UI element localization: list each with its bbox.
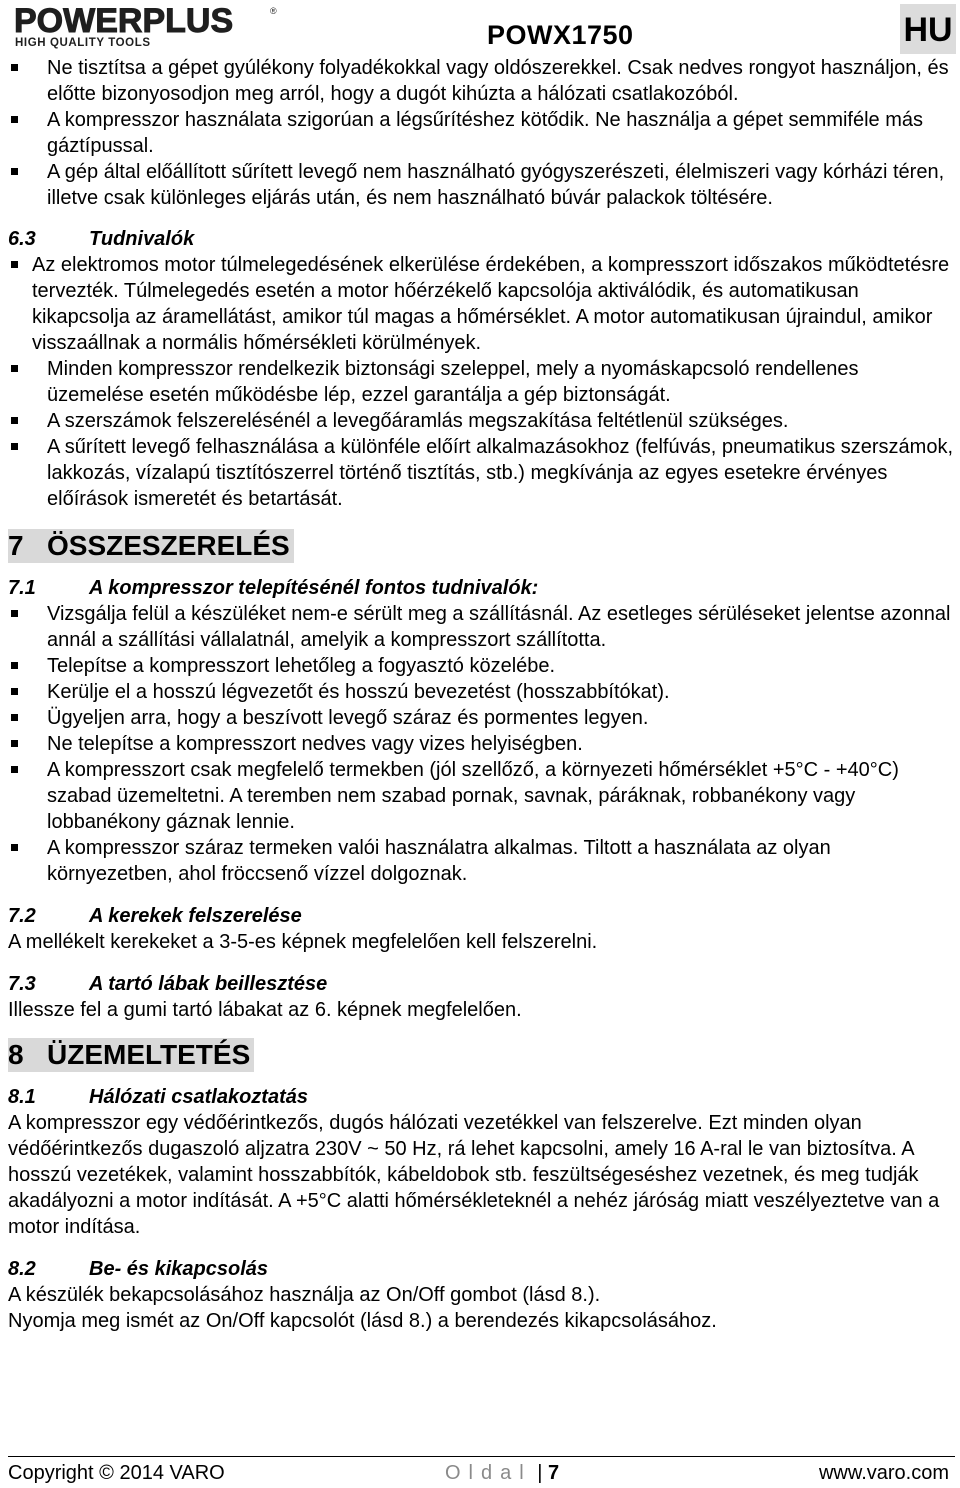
svg-text:®: ® bbox=[270, 6, 277, 16]
powerplus-logo bbox=[12, 2, 282, 50]
chapter-heading-8: 8 ÜZEMELTETÉS bbox=[8, 1038, 953, 1072]
paragraph: A mellékelt kerekeket a 3-5-es képnek megfelelően kell felszerelni. bbox=[8, 931, 598, 953]
brand-tagline: HIGH QUALITY TOOLS bbox=[15, 37, 151, 49]
chapter-heading-7: 7 ÖSSZESZERELÉS bbox=[8, 529, 953, 563]
page-label: Oldal bbox=[445, 1462, 532, 1484]
section-heading-8-1: 8.1 Hálózati csatlakoztatás bbox=[8, 1086, 308, 1108]
notes-list-cont bbox=[8, 356, 953, 512]
list-item: Minden kompresszor rendelkezik biztonsági szeleppel, mely a nyomáskapcsoló rendellenes üzemelése esetén működésbe lép, ezzel garantálja a gép biztonságát. bbox=[8, 356, 953, 408]
paragraph: A kompresszor egy védőérintkezős, dugós hálózati vezetékkel van felszerelve. Ezt minden olyan védőérintkezős dugaszoló aljzatra 230V ~ 50 Hz, rá lehet kapcsolni, amely 16 A-ral le van biztosítva. A hosszú vezetékek, valamint hosszabbítók, kábeldobok stb. feszültségeséshez vezetnek, és meg tudják akadályozni a motor indítását. A +5°C alatti hőmérsékleteknél a nehéz járóság miatt veszélyeztetve van a motor indítása. bbox=[8, 1112, 940, 1238]
page-footer bbox=[8, 1456, 955, 1488]
list-item: Vizsgálja felül a készüléket nem-e sérült meg a szállításnál. Az esetleges sérüléseket jelentse azonnal annál a szállítási vállalatnál, amelyik a kompresszort szállította. bbox=[8, 601, 953, 653]
list-item: A kompresszor száraz termeken valói használatra alkalmas. Tiltott a használata az olyan környezetben, ahol fröccsenő vízzel dolgoznak. bbox=[8, 835, 953, 887]
language-badge: HU bbox=[900, 4, 956, 54]
page-header bbox=[0, 0, 960, 56]
list-item: Ne telepítse a kompresszort nedves vagy vizes helyiségben. bbox=[8, 731, 953, 757]
section-heading-7-2: 7.2 A kerekek felszerelése bbox=[8, 905, 302, 927]
notes-list bbox=[8, 252, 953, 356]
brand-text: POWERPLUS bbox=[14, 2, 234, 40]
page-indicator bbox=[445, 1462, 559, 1485]
page-separator: | bbox=[537, 1462, 543, 1484]
section-heading-8-2: 8.2 Be- és kikapcsolás bbox=[8, 1258, 268, 1280]
section-heading-6-3: 6.3 Tudnivalók bbox=[8, 228, 195, 250]
document-body bbox=[8, 55, 953, 1334]
copyright: Copyright © 2014 VARO bbox=[8, 1462, 225, 1484]
page-number: 7 bbox=[548, 1462, 560, 1484]
installation-list bbox=[8, 601, 953, 887]
list-item: A gép által előállított sűrített levegő nem használható gyógyszerészeti, élelmiszeri vagy kórházi téren, illetve csak különleges eljárás után, és nem használható búvár palackok töltésére. bbox=[8, 159, 953, 211]
safety-list bbox=[8, 55, 953, 211]
website-url: www.varo.com bbox=[818, 1462, 949, 1484]
list-item: Ne tisztítsa a gépet gyúlékony folyadékokkal vagy oldószerekkel. Csak nedves rongyot használjon, és előtte bizonyosodjon meg arról, hogy a dugót kihúzta a hálózati csatlakozóból. bbox=[8, 55, 953, 107]
model-number: POWX1750 bbox=[487, 20, 634, 50]
list-item: Telepítse a kompresszort lehetőleg a fogyasztó közelébe. bbox=[8, 653, 953, 679]
list-item: A szerszámok felszerelésénél a levegőáramlás megszakítása feltétlenül szükséges. bbox=[8, 408, 953, 434]
paragraph: A készülék bekapcsolásához használja az On/Off gombot (lásd 8.). bbox=[8, 1284, 601, 1306]
paragraph: Nyomja meg ismét az On/Off kapcsolót (lásd 8.) a berendezés kikapcsolásához. bbox=[8, 1310, 717, 1332]
list-item: A kompresszort csak megfelelő termekben (jól szellőző, a környezeti hőmérséklet +5°C - +40°C) szabad üzemeltetni. A teremben nem szabad pornak, savnak, páráknak, robbanékony vagy lobbanékony gáznak lennie. bbox=[8, 757, 953, 835]
paragraph: Illessze fel a gumi tartó lábakat az 6. képnek megfelelően. bbox=[8, 999, 522, 1021]
list-item: A sűrített levegő felhasználása a különféle előírt alkalmazásokhoz (felfúvás, pneumatikus szerszámok, lakkozás, vízalapú tisztítószerrel történő tisztítás, stb.) megkívánja az egyes esetekre érvényes előírások ismeretét és betartását. bbox=[8, 434, 953, 512]
section-heading-7-3: 7.3 A tartó lábak beillesztése bbox=[8, 973, 328, 995]
list-item: Ügyeljen arra, hogy a beszívott levegő száraz és pormentes legyen. bbox=[8, 705, 953, 731]
list-item: Kerülje el a hosszú légvezetőt és hosszú bevezetést (hosszabbítókat). bbox=[8, 679, 953, 705]
list-item: Az elektromos motor túlmelegedésének elkerülése érdekében, a kompresszort időszakos működtetésre tervezték. Túlmelegedés esetén a motor hőérzékelő kapcsolója aktiválódik, és automatikusan kikapcsolja az áramellátást, amikor túl magas a hőmérséklet. A motor automatikusan újraindul, amikor visszaállnak a normális hőmérsékleti körülmények. bbox=[8, 252, 953, 356]
section-heading-7-1: 7.1 A kompresszor telepítésénél fontos tudnivalók: bbox=[8, 577, 539, 599]
list-item: A kompresszor használata szigorúan a légsűrítéshez kötődik. Ne használja a gépet semmiféle más gáztípussal. bbox=[8, 107, 953, 159]
